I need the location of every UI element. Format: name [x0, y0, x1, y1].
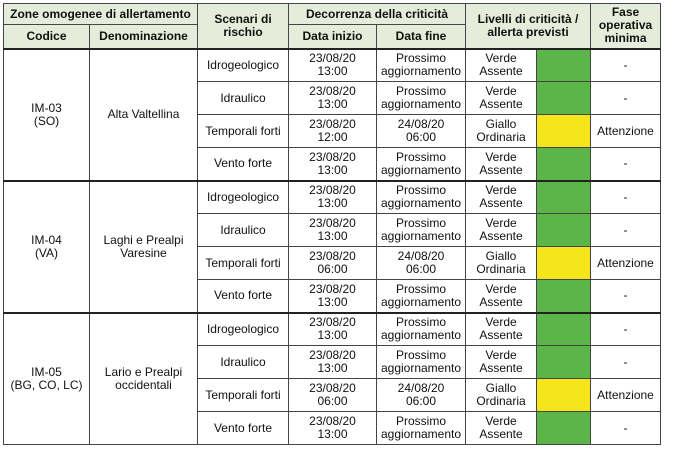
end-line1: Prossimo — [395, 216, 446, 230]
level-color-swatch — [537, 214, 591, 247]
zone-province: (SO) — [33, 113, 60, 128]
zone-code: IM-04 — [31, 232, 62, 247]
end-line1: 24/08/20 — [397, 117, 445, 131]
level-color-name: Verde — [485, 84, 517, 98]
end-line1: 24/08/20 — [397, 381, 445, 395]
end-cell — [377, 247, 466, 280]
level-color-swatch — [537, 181, 591, 214]
level-color-swatch — [537, 148, 591, 181]
level-color-swatch — [537, 247, 591, 280]
end-line2: aggiornamento — [380, 361, 462, 375]
start-cell — [289, 412, 377, 445]
end-line2: aggiornamento — [380, 328, 462, 343]
start-cell — [289, 247, 377, 280]
start-time: 13:00 — [317, 427, 348, 441]
start-date: 23/08/20 — [309, 84, 356, 98]
fase-cell: - — [591, 346, 661, 379]
end-line1: 24/08/20 — [397, 249, 445, 263]
start-cell — [289, 115, 377, 148]
end-line2: aggiornamento — [380, 162, 462, 177]
end-line2: aggiornamento — [380, 229, 462, 243]
level-criticita: Assente — [479, 64, 523, 79]
end-line1: Prossimo — [395, 315, 446, 330]
start-cell — [289, 82, 377, 115]
codice-header: Codice — [4, 25, 90, 49]
level-color-name: Giallo — [485, 381, 517, 395]
end-line2: 06:00 — [405, 262, 437, 276]
level-cell — [466, 247, 537, 280]
end-line1: Prossimo — [395, 414, 446, 428]
fase-cell: - — [591, 280, 661, 313]
end-cell — [377, 214, 466, 247]
end-cell — [377, 379, 466, 412]
start-date: 23/08/20 — [309, 381, 356, 395]
start-date: 23/08/20 — [309, 414, 356, 428]
zone-name: Lario e Prealpi occidentali — [104, 364, 183, 392]
start-date: 23/08/20 — [309, 183, 356, 198]
level-color-swatch — [537, 346, 591, 379]
level-color-swatch — [537, 412, 591, 445]
level-cell — [466, 181, 537, 214]
start-date: 23/08/20 — [309, 117, 356, 131]
end-line2: aggiornamento — [380, 97, 462, 111]
level-cell — [466, 412, 537, 445]
level-color-name: Verde — [485, 149, 517, 164]
fase-cell: - — [591, 214, 661, 247]
zone-name-cell — [90, 181, 198, 313]
start-cell — [289, 346, 377, 379]
level-criticita: Assente — [479, 427, 523, 441]
end-cell — [377, 346, 466, 379]
zone-code-cell — [4, 313, 90, 445]
level-criticita: Assente — [479, 294, 523, 309]
zone-province: (VA) — [34, 245, 59, 260]
level-color-swatch — [537, 280, 591, 313]
end-line2: aggiornamento — [380, 294, 462, 309]
fase-cell: Attenzione — [591, 247, 661, 280]
level-criticita: Assente — [479, 97, 523, 111]
start-cell — [289, 214, 377, 247]
end-cell — [377, 115, 466, 148]
start-cell — [289, 181, 377, 214]
end-line1: Prossimo — [395, 84, 446, 98]
zone-province: (BG, CO, LC) — [10, 377, 83, 392]
scenario-cell: Temporali forti — [198, 247, 289, 280]
start-cell — [289, 280, 377, 313]
data-inizio-header: Data inizio — [289, 25, 377, 49]
end-line2: aggiornamento — [380, 196, 462, 211]
data-fine-header: Data fine — [377, 25, 466, 49]
start-date: 23/08/20 — [309, 281, 356, 296]
level-color-name: Verde — [485, 281, 517, 296]
zone-name: Laghi e Prealpi Varesine — [103, 232, 184, 260]
decorrenza-header: Decorrenza della criticità — [289, 4, 466, 25]
fase-cell: - — [591, 148, 661, 181]
start-time: 13:00 — [317, 162, 348, 177]
level-color-swatch — [537, 313, 591, 346]
end-cell — [377, 49, 466, 82]
zone-code-cell — [4, 49, 90, 181]
level-criticita: Ordinaria — [476, 130, 526, 144]
scenario-cell: Vento forte — [198, 148, 289, 181]
fase-cell: - — [591, 412, 661, 445]
scenario-cell: Idrogeologico — [198, 181, 289, 214]
fase-cell: - — [591, 49, 661, 82]
level-cell — [466, 280, 537, 313]
end-line2: aggiornamento — [380, 427, 462, 441]
start-time: 13:00 — [317, 361, 348, 375]
table-body — [4, 49, 661, 445]
end-line2: 06:00 — [405, 130, 437, 144]
end-line2: aggiornamento — [380, 64, 462, 79]
start-cell — [289, 148, 377, 181]
denominazione-header: Denominazione — [90, 25, 198, 49]
start-time: 12:00 — [317, 130, 348, 144]
fase-cell: - — [591, 82, 661, 115]
level-cell — [466, 115, 537, 148]
level-color-name: Verde — [485, 51, 517, 66]
end-line1: Prossimo — [395, 348, 446, 362]
level-cell — [466, 148, 537, 181]
level-color-name: Giallo — [485, 249, 517, 263]
start-time: 13:00 — [317, 196, 348, 211]
level-color-name: Verde — [485, 348, 517, 362]
level-criticita: Assente — [479, 196, 523, 211]
start-time: 13:00 — [317, 294, 348, 309]
end-cell — [377, 82, 466, 115]
level-cell — [466, 346, 537, 379]
fase-cell: Attenzione — [591, 379, 661, 412]
allerta-table — [3, 3, 661, 445]
fase-cell: - — [591, 181, 661, 214]
start-time: 13:00 — [317, 64, 348, 79]
zone-name: Alta Valtellina — [107, 107, 180, 121]
level-cell — [466, 313, 537, 346]
start-date: 23/08/20 — [309, 315, 356, 330]
level-color-swatch — [537, 379, 591, 412]
scenario-cell: Vento forte — [198, 280, 289, 313]
scenario-cell: Idraulico — [198, 82, 289, 115]
level-criticita: Assente — [479, 229, 523, 243]
start-cell — [289, 49, 377, 82]
table-row — [4, 313, 661, 346]
start-cell — [289, 313, 377, 346]
level-color-name: Verde — [485, 216, 517, 230]
scenario-cell: Idraulico — [198, 214, 289, 247]
scenario-cell: Idrogeologico — [198, 49, 289, 82]
zone-name-cell — [90, 313, 198, 445]
start-time: 13:00 — [317, 97, 348, 111]
level-color-name: Verde — [485, 414, 517, 428]
level-cell — [466, 82, 537, 115]
fase-cell: - — [591, 313, 661, 346]
zone-code: IM-05 — [31, 364, 62, 379]
start-time: 06:00 — [317, 262, 348, 276]
start-date: 23/08/20 — [309, 216, 356, 230]
scenario-cell: Vento forte — [198, 412, 289, 445]
zone-code-cell — [4, 181, 90, 313]
level-color-swatch — [537, 115, 591, 148]
scenario-cell: Temporali forti — [198, 379, 289, 412]
fase-cell: Attenzione — [591, 115, 661, 148]
end-line1: Prossimo — [395, 183, 446, 198]
level-cell — [466, 49, 537, 82]
scenario-cell: Idrogeologico — [198, 313, 289, 346]
fase-header: Fase operativa minima — [591, 4, 661, 49]
level-color-swatch — [537, 49, 591, 82]
level-color-name: Verde — [485, 315, 517, 330]
level-criticita: Assente — [479, 162, 523, 177]
start-date: 23/08/20 — [309, 149, 356, 164]
end-cell — [377, 412, 466, 445]
zone-name-cell — [90, 49, 198, 181]
level-cell — [466, 379, 537, 412]
level-cell — [466, 214, 537, 247]
end-line1: Prossimo — [395, 51, 446, 66]
start-time: 06:00 — [317, 394, 348, 408]
start-time: 13:00 — [317, 229, 348, 243]
scenario-cell: Idraulico — [198, 346, 289, 379]
end-cell — [377, 148, 466, 181]
start-date: 23/08/20 — [309, 348, 356, 362]
start-time: 13:00 — [317, 328, 348, 343]
end-line1: Prossimo — [395, 149, 446, 164]
level-color-name: Verde — [485, 183, 517, 198]
zone-group-header: Zone omogenee di allertamento — [4, 4, 198, 25]
start-date: 23/08/20 — [309, 249, 356, 263]
livelli-header: Livelli di criticità / allerta previsti — [466, 4, 591, 49]
level-criticita: Ordinaria — [476, 262, 526, 276]
level-color-swatch — [537, 82, 591, 115]
end-cell — [377, 181, 466, 214]
level-criticita: Assente — [479, 328, 523, 343]
start-date: 23/08/20 — [309, 51, 356, 66]
zone-code: IM-03 — [31, 100, 62, 115]
end-line2: 06:00 — [405, 394, 437, 408]
table-row — [4, 49, 661, 82]
scenario-cell: Temporali forti — [198, 115, 289, 148]
start-cell — [289, 379, 377, 412]
level-criticita: Assente — [479, 361, 523, 375]
end-line1: Prossimo — [395, 281, 446, 296]
scenari-header: Scenari di rischio — [198, 4, 289, 49]
table-row — [4, 181, 661, 214]
end-cell — [377, 280, 466, 313]
level-color-name: Giallo — [485, 117, 517, 131]
level-criticita: Ordinaria — [476, 394, 526, 408]
end-cell — [377, 313, 466, 346]
